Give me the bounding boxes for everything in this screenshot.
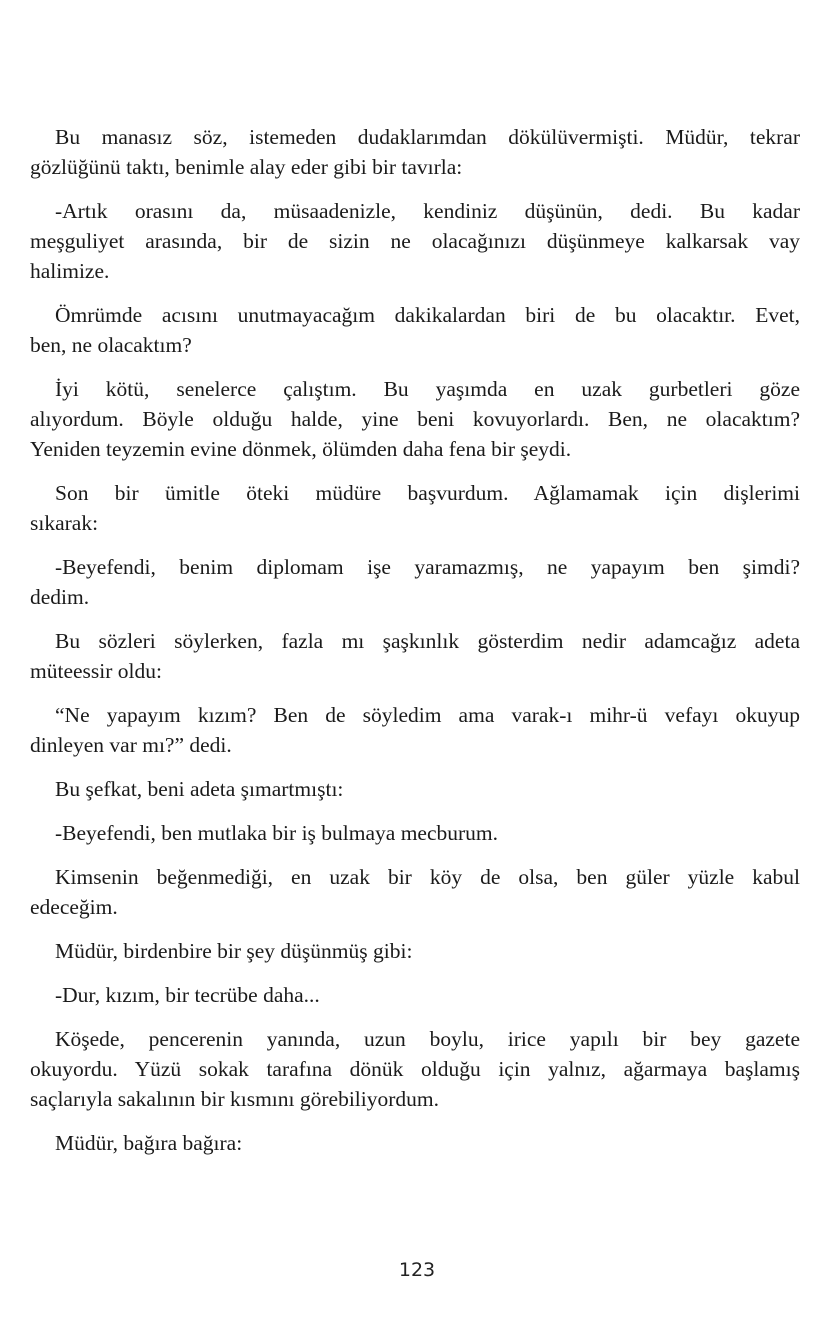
paragraph xyxy=(30,552,800,612)
paragraph xyxy=(30,700,800,760)
text-line: müteessir oldu: xyxy=(30,659,162,683)
text-line: “Ne yapayım kızım? Ben de söyledim ama varak-ı mihr-ü vefayı okuyup xyxy=(55,703,800,727)
text-line: dedim. xyxy=(30,585,90,609)
paragraph xyxy=(30,478,800,538)
text-line: -Dur, kızım, bir tecrübe daha... xyxy=(55,983,320,1007)
text-line: Bu şefkat, beni adeta şımartmıştı: xyxy=(55,777,344,801)
paragraph xyxy=(30,1024,800,1114)
text-line: okuyordu. Yüzü sokak tarafına dönük olduğu için yalnız, ağarmaya başlamış xyxy=(30,1057,800,1081)
text-line: saçlarıyla sakalının bir kısmını görebiliyordum. xyxy=(30,1087,440,1111)
text-line: Kimsenin beğenmediği, en uzak bir köy de olsa, ben güler yüzle kabul xyxy=(55,865,800,889)
text-line: -Beyefendi, benim diplomam işe yaramazmış, ne yapayım ben şimdi? xyxy=(55,555,800,579)
text-line: Bu sözleri söylerken, fazla mı şaşkınlık gösterdim nedir adamcağız adeta xyxy=(55,629,800,653)
paragraph xyxy=(30,862,800,922)
paragraph xyxy=(30,1128,800,1158)
paragraph xyxy=(30,196,800,286)
text-line: -Beyefendi, ben mutlaka bir iş bulmaya mecburum. xyxy=(55,821,499,845)
text-line: Yeniden teyzemin evine dönmek, ölümden daha fena bir şeydi. xyxy=(30,437,572,461)
paragraph xyxy=(30,936,800,966)
text-line: Müdür, bağıra bağıra: xyxy=(55,1131,243,1155)
text-line: Bu manasız söz, istemeden dudaklarımdan dökülüvermişti. Müdür, tekrar xyxy=(55,125,800,149)
paragraph xyxy=(30,374,800,464)
text-line: ben, ne olacaktım? xyxy=(30,333,192,357)
text-line: alıyordum. Böyle olduğu halde, yine beni kovuyorlardı. Ben, ne olacaktım? xyxy=(30,407,800,431)
paragraph xyxy=(30,774,800,804)
text-line: sıkarak: xyxy=(30,511,99,535)
text-line: gözlüğünü taktı, benimle alay eder gibi bir tavırla: xyxy=(30,155,463,179)
text-line: -Artık orasını da, müsaadenizle, kendiniz düşünün, dedi. Bu kadar xyxy=(55,199,800,223)
text-line: meşguliyet arasında, bir de sizin ne olacağınızı düşünmeye kalkarsak vay xyxy=(30,229,800,253)
paragraph xyxy=(30,626,800,686)
page-body xyxy=(30,122,800,1172)
text-line: Köşede, pencerenin yanında, uzun boylu, irice yapılı bir bey gazete xyxy=(55,1027,800,1051)
paragraph xyxy=(30,980,800,1010)
paragraph xyxy=(30,122,800,182)
text-line: edeceğim. xyxy=(30,895,118,919)
paragraph xyxy=(30,818,800,848)
text-line: dinleyen var mı?” dedi. xyxy=(30,733,232,757)
text-line: halimize. xyxy=(30,259,110,283)
text-line: Son bir ümitle öteki müdüre başvurdum. Ağlamamak için dişlerimi xyxy=(55,481,800,505)
text-line: Müdür, birdenbire bir şey düşünmüş gibi: xyxy=(55,939,413,963)
text-line: Ömrümde acısını unutmayacağım dakikalardan biri de bu olacaktır. Evet, xyxy=(55,303,800,327)
text-line: İyi kötü, senelerce çalıştım. Bu yaşımda en uzak gurbetleri göze xyxy=(55,377,800,401)
page-number: 123 xyxy=(398,1259,436,1281)
paragraph xyxy=(30,300,800,360)
